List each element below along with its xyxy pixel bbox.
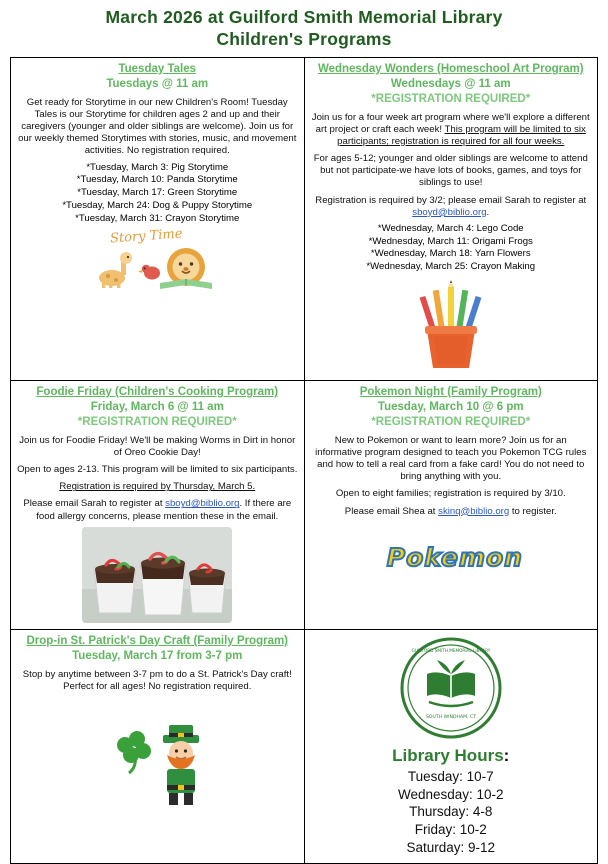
hours-item: Tuesday: 10-7 xyxy=(407,768,494,784)
program-sessions xyxy=(17,162,298,226)
registration-required-note: *REGISTRATION REQUIRED* xyxy=(371,415,531,428)
page-title xyxy=(10,6,598,51)
program-heading xyxy=(17,62,298,92)
program-cell-foodie-friday xyxy=(11,380,305,629)
library-info-cell xyxy=(304,629,598,863)
library-seal xyxy=(311,636,592,740)
page-title-line2: Children's Programs xyxy=(216,29,392,50)
leprechaun-icon xyxy=(97,723,217,811)
program-description xyxy=(17,97,298,158)
program-deadline: Registration is required by Thursday, March 5. xyxy=(59,481,256,493)
registration-required-note: *REGISTRATION REQUIRED* xyxy=(77,415,237,428)
program-cell-tuesday-tales xyxy=(11,57,305,380)
hours-item: Wednesday: 10-2 xyxy=(397,786,504,802)
program-description xyxy=(17,669,298,693)
program-paragraph: Open to ages 2-13. This program will be limited to six participants. xyxy=(17,464,298,476)
library-seal-icon xyxy=(399,636,503,740)
art-supplies-illustration xyxy=(311,278,592,374)
email-link-sarah[interactable]: sboyd@biblio.org xyxy=(165,498,240,510)
program-paragraph: Open to eight families; registration is required by 3/10. xyxy=(335,488,566,500)
program-sessions xyxy=(311,223,592,274)
page-title-line1: March 2026 at Guilford Smith Memorial Library xyxy=(105,7,503,27)
program-paragraph: Join us for a four week art program where we'll explore a different art project or craft each week! This program will be limited to six participants; registration is required for all four weeks. xyxy=(311,111,590,147)
program-heading xyxy=(17,634,298,664)
program-title: Pokemon Night (Family Program) xyxy=(359,385,542,398)
svg-text:SOUTH WINDHAM, CT: SOUTH WINDHAM, CT xyxy=(425,714,476,720)
storytime-illustration xyxy=(17,226,298,291)
program-title: Wednesday Wonders (Homeschool Art Program) xyxy=(317,62,584,75)
worms-in-dirt-photo xyxy=(82,527,232,623)
leprechaun-illustration xyxy=(17,723,298,811)
program-heading xyxy=(311,62,592,107)
registration-required-note: *REGISTRATION REQUIRED* xyxy=(371,92,531,105)
program-schedule: Tuesdays @ 11 am xyxy=(106,77,209,90)
program-title: Drop-in St. Patrick's Day Craft (Family Program) xyxy=(26,634,289,647)
program-paragraph: Please email Shea at skinq@biblio.org to register. xyxy=(344,505,557,517)
shamrock-icon xyxy=(117,731,151,773)
program-cell-pokemon-night xyxy=(304,380,598,629)
program-paragraph: New to Pokemon or want to learn more? Join us for an informative program designed to teach you Pokemon TCG rules and how to tell a real card from a fake card! You do not need to bring anything with you. xyxy=(315,434,587,483)
email-link-sarah[interactable]: sboyd@biblio.org xyxy=(412,206,487,218)
program-paragraph: Please email Sarah to register at sboyd@biblio.org. If there are food allergy concerns, please mention these in the email. xyxy=(23,498,292,522)
pokemon-logo-text: Pokemon xyxy=(386,542,523,572)
program-schedule: Friday, March 6 @ 11 am xyxy=(90,400,224,413)
program-paragraph: Get ready for Storytime in our new Children's Room! Tuesday Tales is our Storytime for children ages 2 and up and their caregivers (younger and older siblings are welcome). Join us for our weekly themed Storytimes with stories, music, and movement activities. No registration required. xyxy=(18,96,297,157)
program-schedule: Tuesday, March 10 @ 6 pm xyxy=(377,400,524,413)
program-cell-st-patricks-craft xyxy=(11,629,305,863)
program-description xyxy=(17,435,298,523)
program-paragraph: For ages 5-12; younger and older siblings are welcome to attend but not participate-we have lots of books, games, and toys for siblings to use! xyxy=(313,153,588,189)
story-time-art-label: Story Time xyxy=(109,226,184,247)
hours-item: Friday: 10-2 xyxy=(414,822,487,838)
dirt-cups-illustration xyxy=(17,527,298,623)
pokemon-logo-illustration xyxy=(311,534,592,582)
table-row xyxy=(11,57,598,380)
program-heading xyxy=(311,385,592,430)
program-heading xyxy=(17,385,298,430)
hours-title-text: Library Hours xyxy=(392,745,504,765)
session-item: *Tuesday, March 10: Panda Storytime xyxy=(76,174,238,186)
session-item: *Tuesday, March 31: Crayon Storytime xyxy=(75,212,240,224)
table-row xyxy=(11,629,598,863)
session-item: *Tuesday, March 3: Pig Storytime xyxy=(86,161,229,173)
session-item: *Tuesday, March 17: Green Storytime xyxy=(77,187,238,199)
session-item: *Wednesday, March 18: Yarn Flowers xyxy=(370,248,531,260)
table-row xyxy=(11,380,598,629)
session-item: *Wednesday, March 25: Crayon Making xyxy=(366,261,536,273)
program-limit-note: This program will be limited to six participants; registration is required for all four weeks. xyxy=(337,123,586,147)
hours-item: Thursday: 4-8 xyxy=(409,804,493,820)
program-schedule: Wednesdays @ 11 am xyxy=(390,77,511,90)
program-description xyxy=(311,435,592,518)
program-title: Foodie Friday (Children's Cooking Program) xyxy=(36,385,279,398)
library-hours-list xyxy=(311,768,592,857)
library-hours-title xyxy=(311,746,592,766)
email-link-shea[interactable]: skinq@biblio.org xyxy=(438,505,510,517)
hours-item: Saturday: 9-12 xyxy=(406,840,496,856)
program-description xyxy=(311,112,592,219)
pencils-in-cup-icon xyxy=(403,278,499,374)
programs-grid xyxy=(10,57,598,864)
program-cell-wednesday-wonders xyxy=(304,57,598,380)
session-item: *Tuesday, March 24: Dog & Puppy Storytime xyxy=(62,199,253,211)
program-paragraph: Stop by anytime between 3-7 pm to do a St. Patrick's Day craft! Perfect for all ages! No registration required. xyxy=(22,668,292,692)
session-item: *Wednesday, March 11: Origami Frogs xyxy=(368,235,533,247)
program-paragraph: Join us for Foodie Friday! We'll be making Worms in Dirt in honor of Oreo Cookie Day! xyxy=(19,434,296,458)
svg-text:GUILFORD SMITH MEMORIAL LIBRAR: GUILFORD SMITH MEMORIAL LIBRARY xyxy=(411,647,491,653)
program-title: Tuesday Tales xyxy=(118,62,197,75)
session-item: *Wednesday, March 4: Lego Code xyxy=(377,222,524,234)
program-schedule: Tuesday, March 17 from 3-7 pm xyxy=(72,649,243,662)
program-paragraph: Registration is required by 3/2; please email Sarah to register at sboyd@biblio.org. xyxy=(315,194,587,218)
hours-title-colon: : xyxy=(503,745,510,765)
